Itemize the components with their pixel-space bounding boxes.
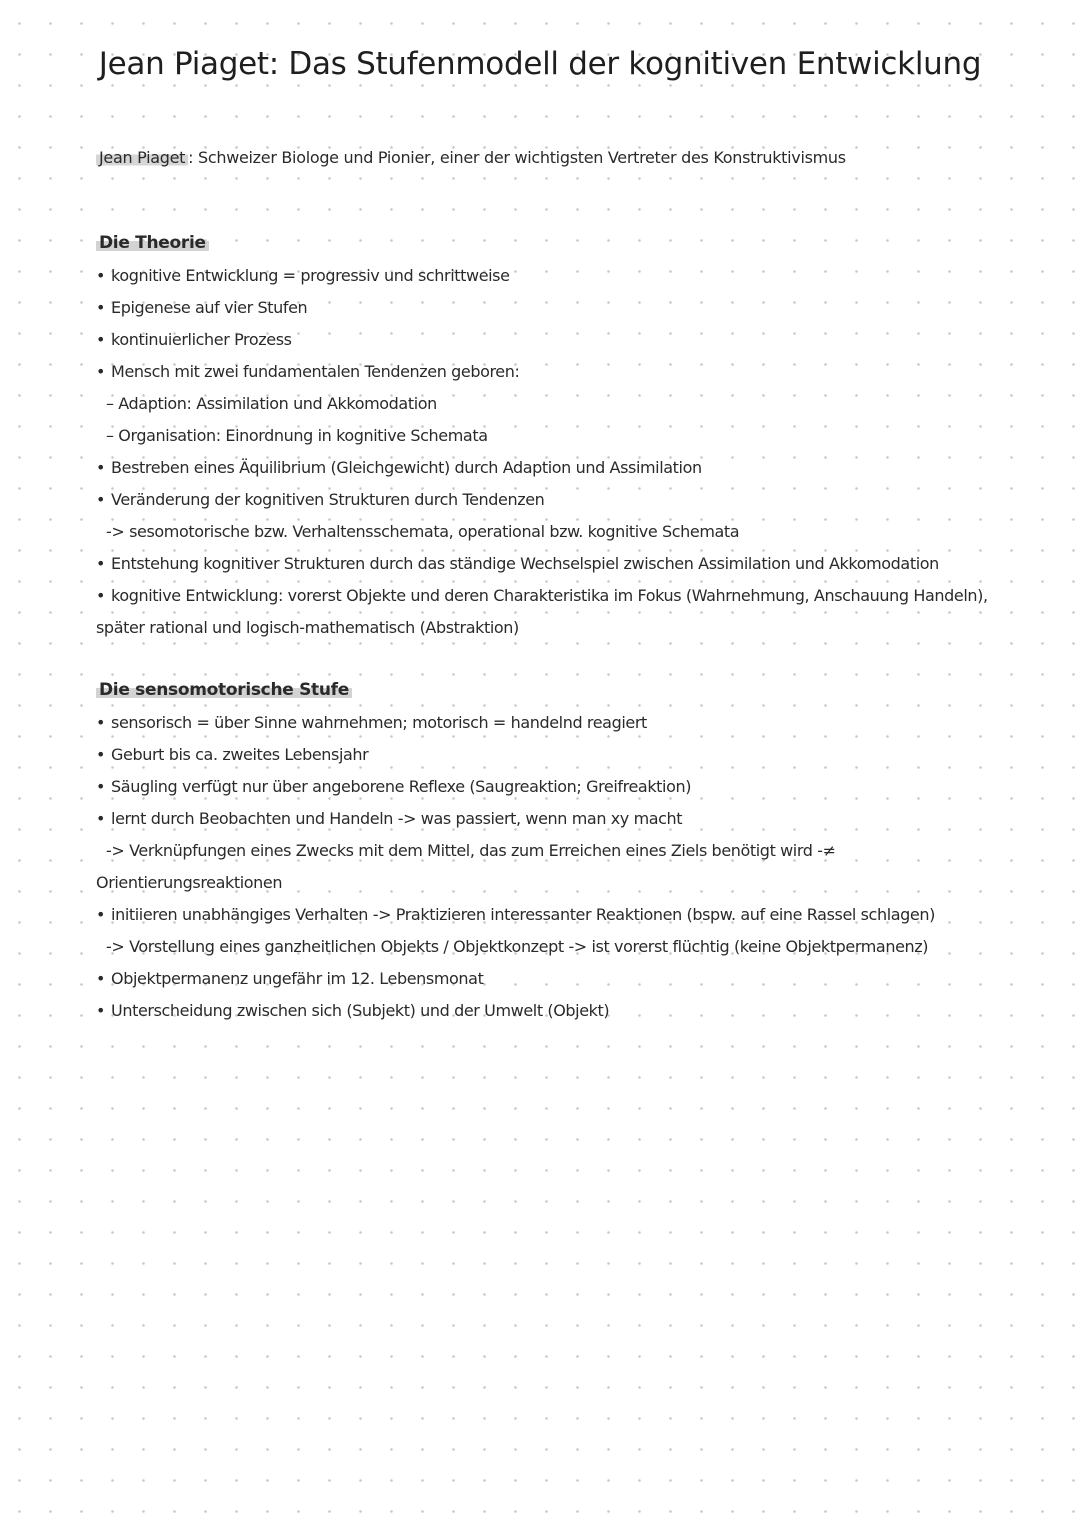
section-theory: [96, 228, 996, 644]
theory-subline: – Organisation: Einordnung in kognitive Schemata: [106, 426, 488, 445]
theory-arrow-line: -> sesomotorische bzw. Verhaltensschemata, operational bzw. kognitive Schemata: [106, 522, 740, 541]
page-title: Jean Piaget: Das Stufenmodell der kognitiven Entwicklung: [98, 46, 982, 82]
theory-line: • kontinuierlicher Prozess: [96, 324, 996, 356]
sensomotor-line: • initiieren unabhängiges Verhalten -> Praktizieren interessanter Reaktionen (bspw. auf eine Rassel schlagen): [96, 899, 996, 931]
sensomotor-arrow-line: -> Verknüpfungen eines Zwecks mit dem Mittel, das zum Erreichen eines Ziels benötigt wird -≠: [106, 841, 836, 860]
sensomotor-line: • sensorisch = über Sinne wahrnehmen; motorisch = handelnd reagiert: [96, 707, 996, 739]
theory-subline: – Adaption: Assimilation und Akkomodation: [106, 394, 437, 413]
theory-line: • Bestreben eines Äquilibrium (Gleichgewicht) durch Adaption und Assimilation: [96, 452, 996, 484]
sensomotor-line: • Unterscheidung zwischen sich (Subjekt) und der Umwelt (Objekt): [96, 995, 996, 1027]
section-sensomotor: [96, 675, 996, 1027]
section-heading-sensomotor: Die sensomotorische Stufe: [96, 675, 996, 707]
intro-text: : Schweizer Biologe und Pionier, einer der wichtigsten Vertreter des Konstruktivismus: [188, 148, 846, 167]
sensomotor-line: • Objektpermanenz ungefähr im 12. Lebensmonat: [96, 963, 996, 995]
theory-continuation-line: später rational und logisch-mathematisch (Abstraktion): [96, 618, 519, 637]
theory-line: • Epigenese auf vier Stufen: [96, 292, 996, 324]
theory-line: • kognitive Entwicklung = progressiv und schrittweise: [96, 260, 996, 292]
sensomotor-line: • Säugling verfügt nur über angeborene Reflexe (Saugreaktion; Greifreaktion): [96, 771, 996, 803]
sensomotor-line: • Geburt bis ca. zweites Lebensjahr: [96, 739, 996, 771]
theory-line: • Veränderung der kognitiven Strukturen durch Tendenzen: [96, 484, 996, 516]
intro-line: [96, 148, 846, 167]
theory-line: • Entstehung kognitiver Strukturen durch das ständige Wechselspiel zwischen Assimilation und Akkomodation: [96, 548, 996, 580]
sensomotor-continuation-line: Orientierungsreaktionen: [96, 873, 283, 892]
theory-line: • Mensch mit zwei fundamentalen Tendenzen geboren:: [96, 356, 996, 388]
theory-line: • kognitive Entwicklung: vorerst Objekte und deren Charakteristika im Fokus (Wahrnehmung, Anschauung Handeln),: [96, 580, 996, 612]
sensomotor-arrow-line: -> Vorstellung eines ganzheitlichen Objekts / Objektkonzept -> ist vorerst flüchtig (keine Objektpermanenz): [106, 937, 929, 956]
intro-name: Jean Piaget: [96, 148, 188, 167]
section-heading-theory: Die Theorie: [96, 228, 996, 260]
sensomotor-line: • lernt durch Beobachten und Handeln -> was passiert, wenn man xy macht: [96, 803, 996, 835]
